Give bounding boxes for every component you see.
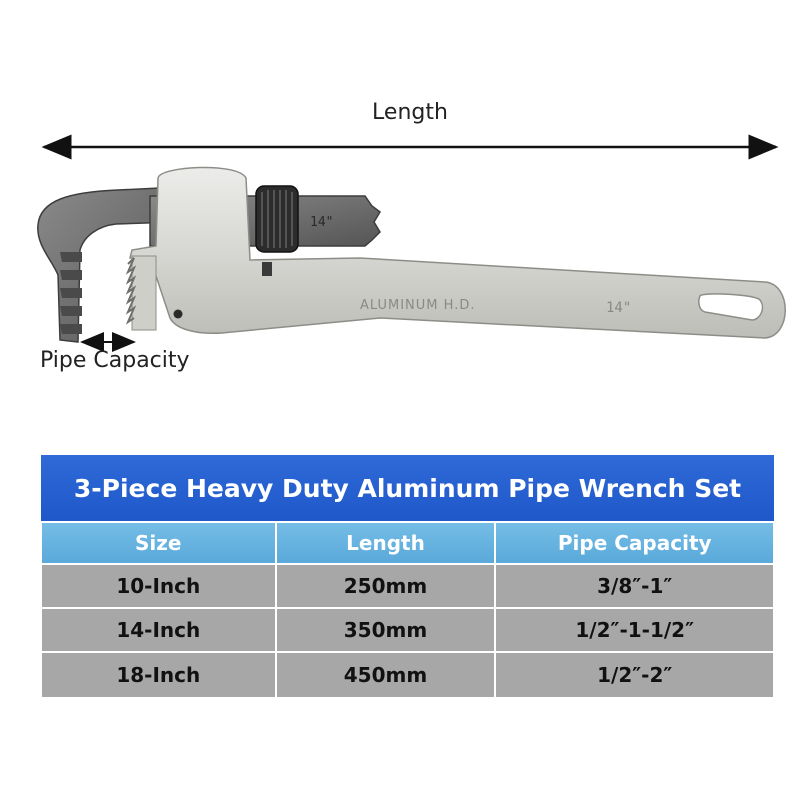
handle-size-marking: 14" xyxy=(606,300,632,316)
cell-size: 14-Inch xyxy=(41,608,276,652)
handle-text-marking: ALUMINUM H.D. xyxy=(360,298,476,313)
table-row xyxy=(41,652,774,698)
cell-size: 10-Inch xyxy=(41,564,276,608)
length-label: Length xyxy=(372,100,448,125)
table-row xyxy=(41,608,774,652)
header-pipe-capacity: Pipe Capacity xyxy=(495,522,774,564)
pipe-capacity-label: Pipe Capacity xyxy=(40,348,190,373)
header-length: Length xyxy=(276,522,496,564)
table-title: 3-Piece Heavy Duty Aluminum Pipe Wrench Set xyxy=(41,455,774,522)
cell-pipe-capacity: 3/8″-1″ xyxy=(495,564,774,608)
header-size: Size xyxy=(41,522,276,564)
jaw-size-marking: 14" xyxy=(310,215,334,230)
table-header-row xyxy=(41,522,774,564)
table-row xyxy=(41,564,774,608)
cell-length: 450mm xyxy=(276,652,496,698)
cell-length: 250mm xyxy=(276,564,496,608)
cell-length: 350mm xyxy=(276,608,496,652)
spec-table xyxy=(40,455,775,699)
wrench-handle xyxy=(128,167,785,338)
cell-size: 18-Inch xyxy=(41,652,276,698)
cell-pipe-capacity: 1/2″-1-1/2″ xyxy=(495,608,774,652)
cell-pipe-capacity: 1/2″-2″ xyxy=(495,652,774,698)
